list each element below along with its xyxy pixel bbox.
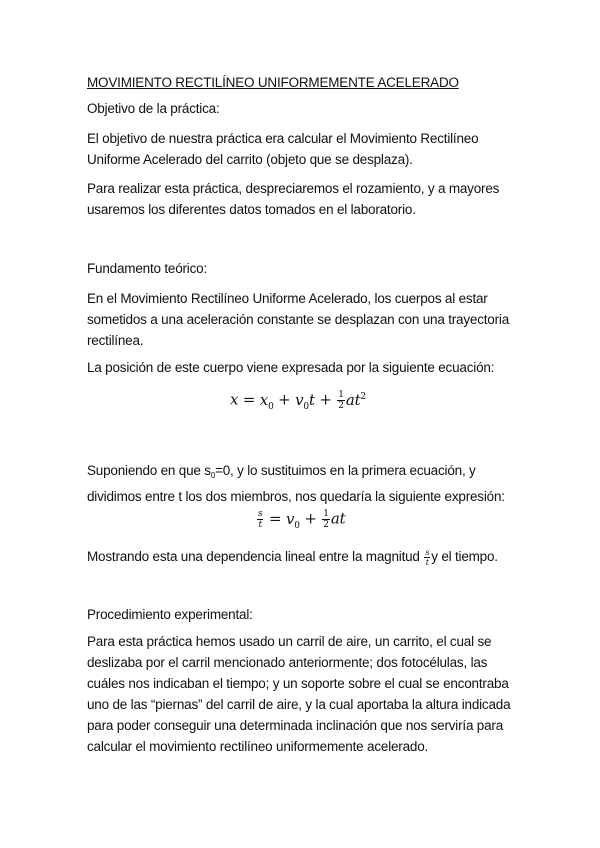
equation-velocity	[256, 509, 345, 531]
eq-at: at	[330, 509, 346, 528]
eq-v0t: $v_0t$	[295, 390, 315, 412]
objetivo-paragraph-1	[87, 128, 517, 170]
inline-fraction-s-over-t: $\frac{s}{t}$	[425, 547, 430, 567]
text-line: El objetivo de nuestra práctica era calcular el Movimiento Rectilíneo	[87, 131, 479, 146]
objetivo-paragraph-2	[87, 178, 517, 220]
procedimiento-paragraph	[87, 631, 537, 757]
text-line: dividimos entre t los dos miembros, nos quedaría la siguiente expresión:	[87, 489, 505, 504]
fundamento-paragraph-2: La posición de este cuerpo viene expresada por la siguiente ecuación:	[87, 360, 495, 375]
eq-v0: $v_0$	[285, 509, 300, 531]
text-line: Uniforme Acelerado del carrito (objeto que se desplaza).	[87, 152, 413, 167]
eq-equals: =	[242, 390, 256, 409]
fundamento-paragraph-3	[87, 460, 517, 507]
page-title: MOVIMIENTO RECTILÍNEO UNIFORMEMENTE ACELERADO	[87, 75, 459, 90]
procedimiento-heading: Procedimiento experimental:	[87, 607, 253, 622]
text-line: En el Movimiento Rectilíneo Uniforme Acelerado, los cuerpos al estar	[87, 291, 488, 306]
eq-fraction-half: $\frac{1}{2}$	[338, 390, 344, 411]
fundamento-paragraph-4: Mostrando esta una dependencia lineal entre la magnitud $\frac{s}{t}$ y el tiempo.	[87, 547, 498, 567]
eq-fraction-s-over-t: $\frac{s}{t}$	[258, 509, 263, 530]
eq-equals: =	[269, 509, 282, 528]
text-line: calcular el movimiento rectilíneo uniformemente acelerado.	[87, 739, 429, 754]
text-line: Suponiendo en que $s_0=0$, y lo sustituimos en la primera ecuación, y	[87, 463, 476, 480]
text-line: usaremos los diferentes datos tomados en el laboratorio.	[87, 202, 416, 217]
eq-x0: $x_0$	[259, 390, 274, 412]
text-line: deslizaba por el carril mencionado anteriormente; dos fotocélulas, las	[87, 655, 488, 670]
text-line: Para esta práctica hemos usado un carril de aire, un carrito, el cual se	[87, 634, 492, 649]
eq-lhs: x	[230, 390, 239, 409]
objetivo-heading: Objetivo de la práctica:	[87, 101, 220, 116]
eq-plus: +	[278, 390, 291, 409]
equation-position	[230, 390, 366, 412]
text-line: cuáles nos indicaban el tiempo; y un soporte sobre el cual se encontraba	[87, 676, 509, 691]
fundamento-paragraph-1	[87, 288, 517, 351]
text-line: para poder conseguir una determinada inclinación que nos serviría para	[87, 718, 504, 733]
eq-plus: +	[319, 390, 332, 409]
fundamento-heading: Fundamento teórico:	[87, 261, 208, 276]
eq-plus: +	[304, 509, 317, 528]
eq-fraction-half: $\frac{1}{2}$	[323, 509, 329, 530]
eq-at2: $at^2$	[345, 390, 366, 409]
text-line: uno de las “piernas” del carril de aire, y la cual aportaba la altura indicada	[87, 697, 511, 712]
text-line: rectilínea.	[87, 333, 144, 348]
text-line: Para realizar esta práctica, despreciaremos el rozamiento, y a mayores	[87, 181, 500, 196]
text-line: sometidos a una aceleración constante se desplazan con una trayectoria	[87, 312, 510, 327]
